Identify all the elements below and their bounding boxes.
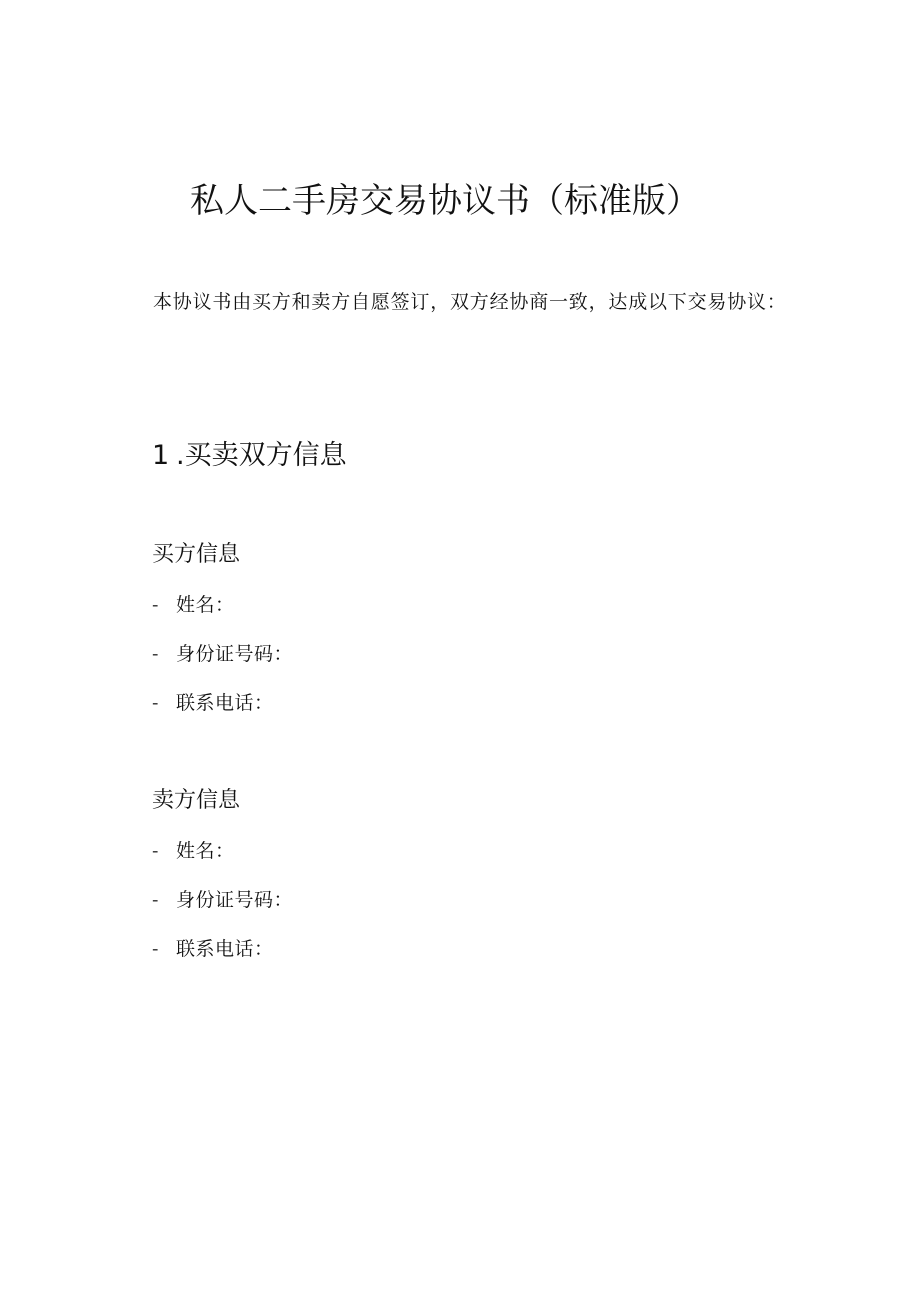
field-label: 联系电话：: [176, 938, 274, 960]
field-label: 身份证号码：: [176, 889, 294, 911]
seller-field-list: [152, 827, 293, 974]
field-label: 联系电话：: [176, 692, 274, 714]
seller-phone-field: [152, 925, 293, 974]
seller-name-field: [152, 827, 293, 876]
buyer-field-list: [152, 581, 293, 728]
list-dash: -: [152, 643, 159, 665]
list-dash: -: [152, 594, 159, 616]
buyer-info-block: [152, 535, 293, 728]
buyer-phone-field: [152, 679, 293, 728]
list-dash: -: [152, 692, 159, 714]
buyer-id-number-field: [152, 630, 293, 679]
section-title: .买卖双方信息: [176, 440, 347, 471]
seller-info-heading: 卖方信息: [152, 788, 241, 813]
field-label: 姓名：: [176, 840, 235, 862]
intro-paragraph: 本协议书由买方和卖方自愿签订，双方经协商一致，达成以下交易协议：: [153, 291, 787, 313]
field-label: 身份证号码：: [176, 643, 294, 665]
buyer-info-heading: 买方信息: [152, 542, 241, 567]
list-dash: -: [152, 938, 159, 960]
seller-info-block: [152, 781, 293, 974]
seller-id-number-field: [152, 876, 293, 925]
section-heading: [152, 434, 347, 478]
section-number: 1: [152, 440, 170, 471]
list-dash: -: [152, 889, 159, 911]
list-dash: -: [152, 840, 159, 862]
buyer-name-field: [152, 581, 293, 630]
document-title: 私人二手房交易协议书（标准版）: [190, 181, 700, 221]
field-label: 姓名：: [176, 594, 235, 616]
